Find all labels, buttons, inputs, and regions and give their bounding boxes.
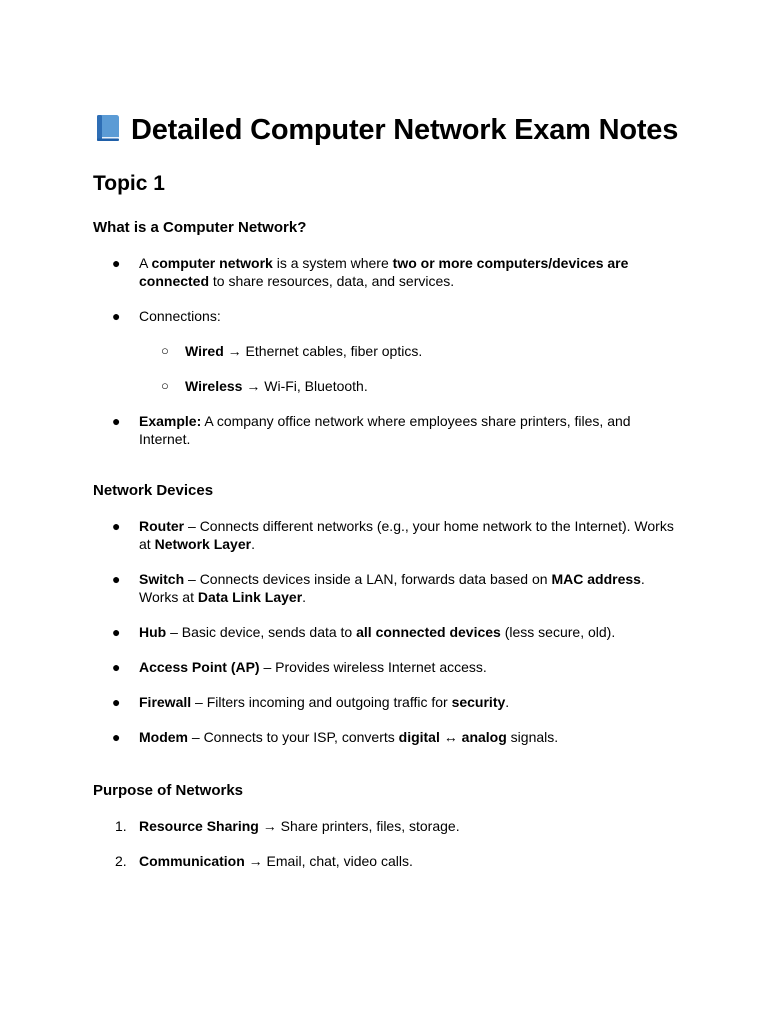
page-title <box>93 112 683 149</box>
list-item-resource-sharing: 1. Resource Sharing → Share printers, files, storage. <box>115 818 460 834</box>
list-item-wired: ○ Wired → Ethernet cables, fiber optics. <box>161 343 423 359</box>
document-content <box>93 112 683 870</box>
bullet-marker: ● <box>112 413 121 429</box>
bullet-marker: ● <box>112 729 121 745</box>
bullet-marker: ● <box>112 255 121 271</box>
list-item-switch: ● Switch – Connects devices inside a LAN, forwards data based on MAC address. Works at Data Link Layer. <box>112 571 645 605</box>
list-item-hub: ● Hub – Basic device, sends data to all connected devices (less secure, old). <box>112 624 616 640</box>
list-item-example: ● Example: A company office network where employees share printers, files, and Internet. <box>112 413 631 447</box>
blue-book-icon <box>93 113 123 143</box>
page-title-text: Detailed Computer Network Exam Notes <box>131 114 679 146</box>
bullet-marker: ● <box>112 694 121 710</box>
topic-heading: Topic 1 <box>93 172 165 195</box>
number-marker: 2. <box>115 853 127 869</box>
list-item-modem: ● Modem – Connects to your ISP, converts digital ↔ analog signals. <box>112 729 559 745</box>
section-heading-purpose: Purpose of Networks <box>93 782 244 799</box>
bullet-marker: ● <box>112 571 121 587</box>
section3-list <box>93 817 683 870</box>
bullet-marker: ● <box>112 659 121 675</box>
sub-bullet-marker: ○ <box>161 378 169 393</box>
list-item-communication: 2. Communication → Email, chat, video calls. <box>115 853 413 869</box>
section1-list <box>93 254 683 448</box>
bullet-marker: ● <box>112 518 121 534</box>
section-heading-network-devices: Network Devices <box>93 482 214 499</box>
bullet-marker: ● <box>112 624 121 640</box>
list-item-definition: ● A computer network is a system where two or more computers/devices are connected to share resources, data, and services. <box>112 255 629 289</box>
number-marker: 1. <box>115 818 127 834</box>
list-item-router: ● Router – Connects different networks (e.g., your home network to the Internet). Works at Network Layer. <box>112 518 674 552</box>
list-item-access-point: ● Access Point (AP) – Provides wireless Internet access. <box>112 659 487 675</box>
section-heading-what-is-network: What is a Computer Network? <box>93 219 307 236</box>
list-item-firewall: ● Firewall – Filters incoming and outgoing traffic for security. <box>112 694 510 710</box>
list-item-connections: ● Connections: <box>112 308 221 324</box>
list-item-wireless: ○ Wireless → Wi-Fi, Bluetooth. <box>161 378 368 394</box>
sub-bullet-marker: ○ <box>161 343 169 358</box>
section2-list <box>93 517 683 746</box>
bullet-marker: ● <box>112 308 121 324</box>
